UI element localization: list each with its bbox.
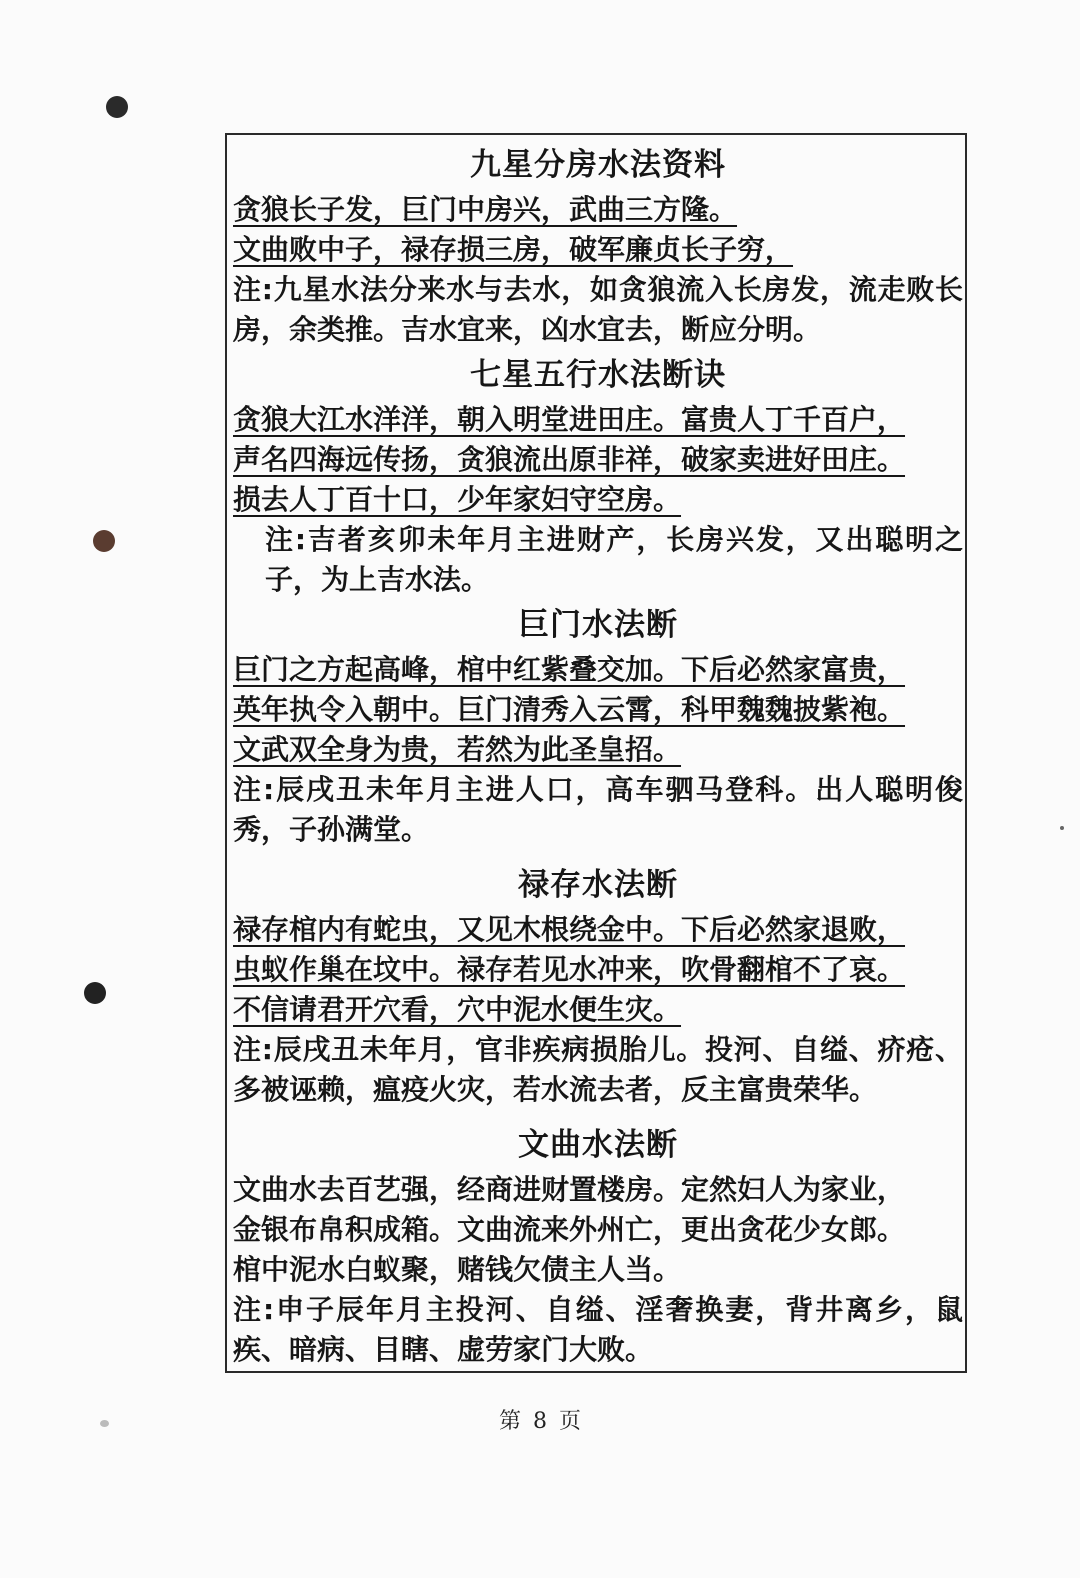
verse-line: 棺中泥水白蚁聚，赌钱欠债主人当。 bbox=[233, 1253, 682, 1286]
section-title: 禄存水法断 bbox=[518, 867, 678, 903]
verse-text: 巨门之方起高峰，棺中红紫叠交加。下后必然家富贵， bbox=[233, 653, 906, 686]
page-number-suffix: 页 bbox=[559, 1409, 582, 1434]
verse-line bbox=[233, 230, 963, 270]
verse-text: 不信请君开穴看，穴中泥水便生灾。 bbox=[233, 993, 682, 1026]
verse-text: 损去人丁百十口，少年家妇守空房。 bbox=[233, 483, 682, 516]
page-number-value: 8 bbox=[533, 1409, 547, 1434]
verse-line bbox=[233, 440, 963, 480]
verse-text: 声名四海远传扬，贪狼流出原非祥，破家卖进好田庄。 bbox=[233, 443, 906, 476]
page-number-prefix: 第 bbox=[498, 1409, 521, 1434]
verse-line bbox=[233, 730, 963, 770]
verse-line bbox=[233, 910, 963, 950]
verse-line: 文曲水去百艺强，经商进财置楼房。定然妇人为家业， bbox=[233, 1173, 906, 1206]
punch-hole bbox=[84, 982, 106, 1004]
verse-line bbox=[233, 990, 963, 1030]
note-text: 注:申子辰年月主投河、自缢、淫奢换妻，背井离乡，鼠疾、暗病、目瞎、虚劳家门大败。 bbox=[233, 1293, 963, 1366]
note-text: 注:辰戌丑未年月主进人口，高车驷马登科。出人聪明俊秀，子孙满堂。 bbox=[233, 773, 963, 846]
verse-line bbox=[233, 190, 963, 230]
verse-line: 金银布帛积成箱。文曲流来外州亡，更出贪花少女郎。 bbox=[233, 1213, 906, 1246]
verse-text: 文武双全身为贵，若然为此圣皇招。 bbox=[233, 733, 682, 766]
verse-line bbox=[233, 650, 963, 690]
verse-text: 英年执令入朝中。巨门清秀入云霄，科甲魏魏披紫袍。 bbox=[233, 693, 906, 726]
note-text: 注:吉者亥卯未年月主进财产，长房兴发，又出聪明之子，为上吉水法。 bbox=[265, 523, 963, 596]
verse-text: 禄存棺内有蛇虫，又见木根绕金中。下后必然家退败， bbox=[233, 913, 906, 946]
page-content bbox=[233, 140, 963, 1370]
verse-text: 贪狼长子发，巨门中房兴，武曲三方隆。 bbox=[233, 193, 738, 226]
section-title: 文曲水法断 bbox=[518, 1127, 678, 1163]
note-text: 注:九星水法分来水与去水，如贪狼流入长房发，流走败长房，余类推。吉水宜来，凶水宜去，断应分明。 bbox=[233, 273, 963, 346]
verse-text: 贪狼大江水洋洋，朝入明堂进田庄。富贵人丁千百户， bbox=[233, 403, 906, 436]
scan-speck bbox=[1060, 826, 1064, 830]
verse-text: 虫蚁作巢在坟中。禄存若见水冲来，吹骨翻棺不了哀。 bbox=[233, 953, 906, 986]
verse-line bbox=[233, 950, 963, 990]
verse-line bbox=[233, 400, 963, 440]
verse-line bbox=[233, 480, 963, 520]
punch-hole bbox=[106, 96, 128, 118]
verse-line bbox=[233, 690, 963, 730]
page-number bbox=[0, 1404, 1080, 1435]
section-title: 巨门水法断 bbox=[518, 607, 678, 643]
punch-hole bbox=[93, 530, 115, 552]
section-title: 九星分房水法资料 bbox=[470, 147, 726, 183]
note-text: 注:辰戌丑未年月，官非疾病损胎儿。投河、自缢、疥疮、多被诬赖，瘟疫火灾，若水流去者，反主富贵荣华。 bbox=[233, 1033, 963, 1106]
section-title: 七星五行水法断诀 bbox=[470, 357, 726, 393]
verse-text: 文曲败中子，禄存损三房，破军廉贞长子穷， bbox=[233, 233, 794, 266]
